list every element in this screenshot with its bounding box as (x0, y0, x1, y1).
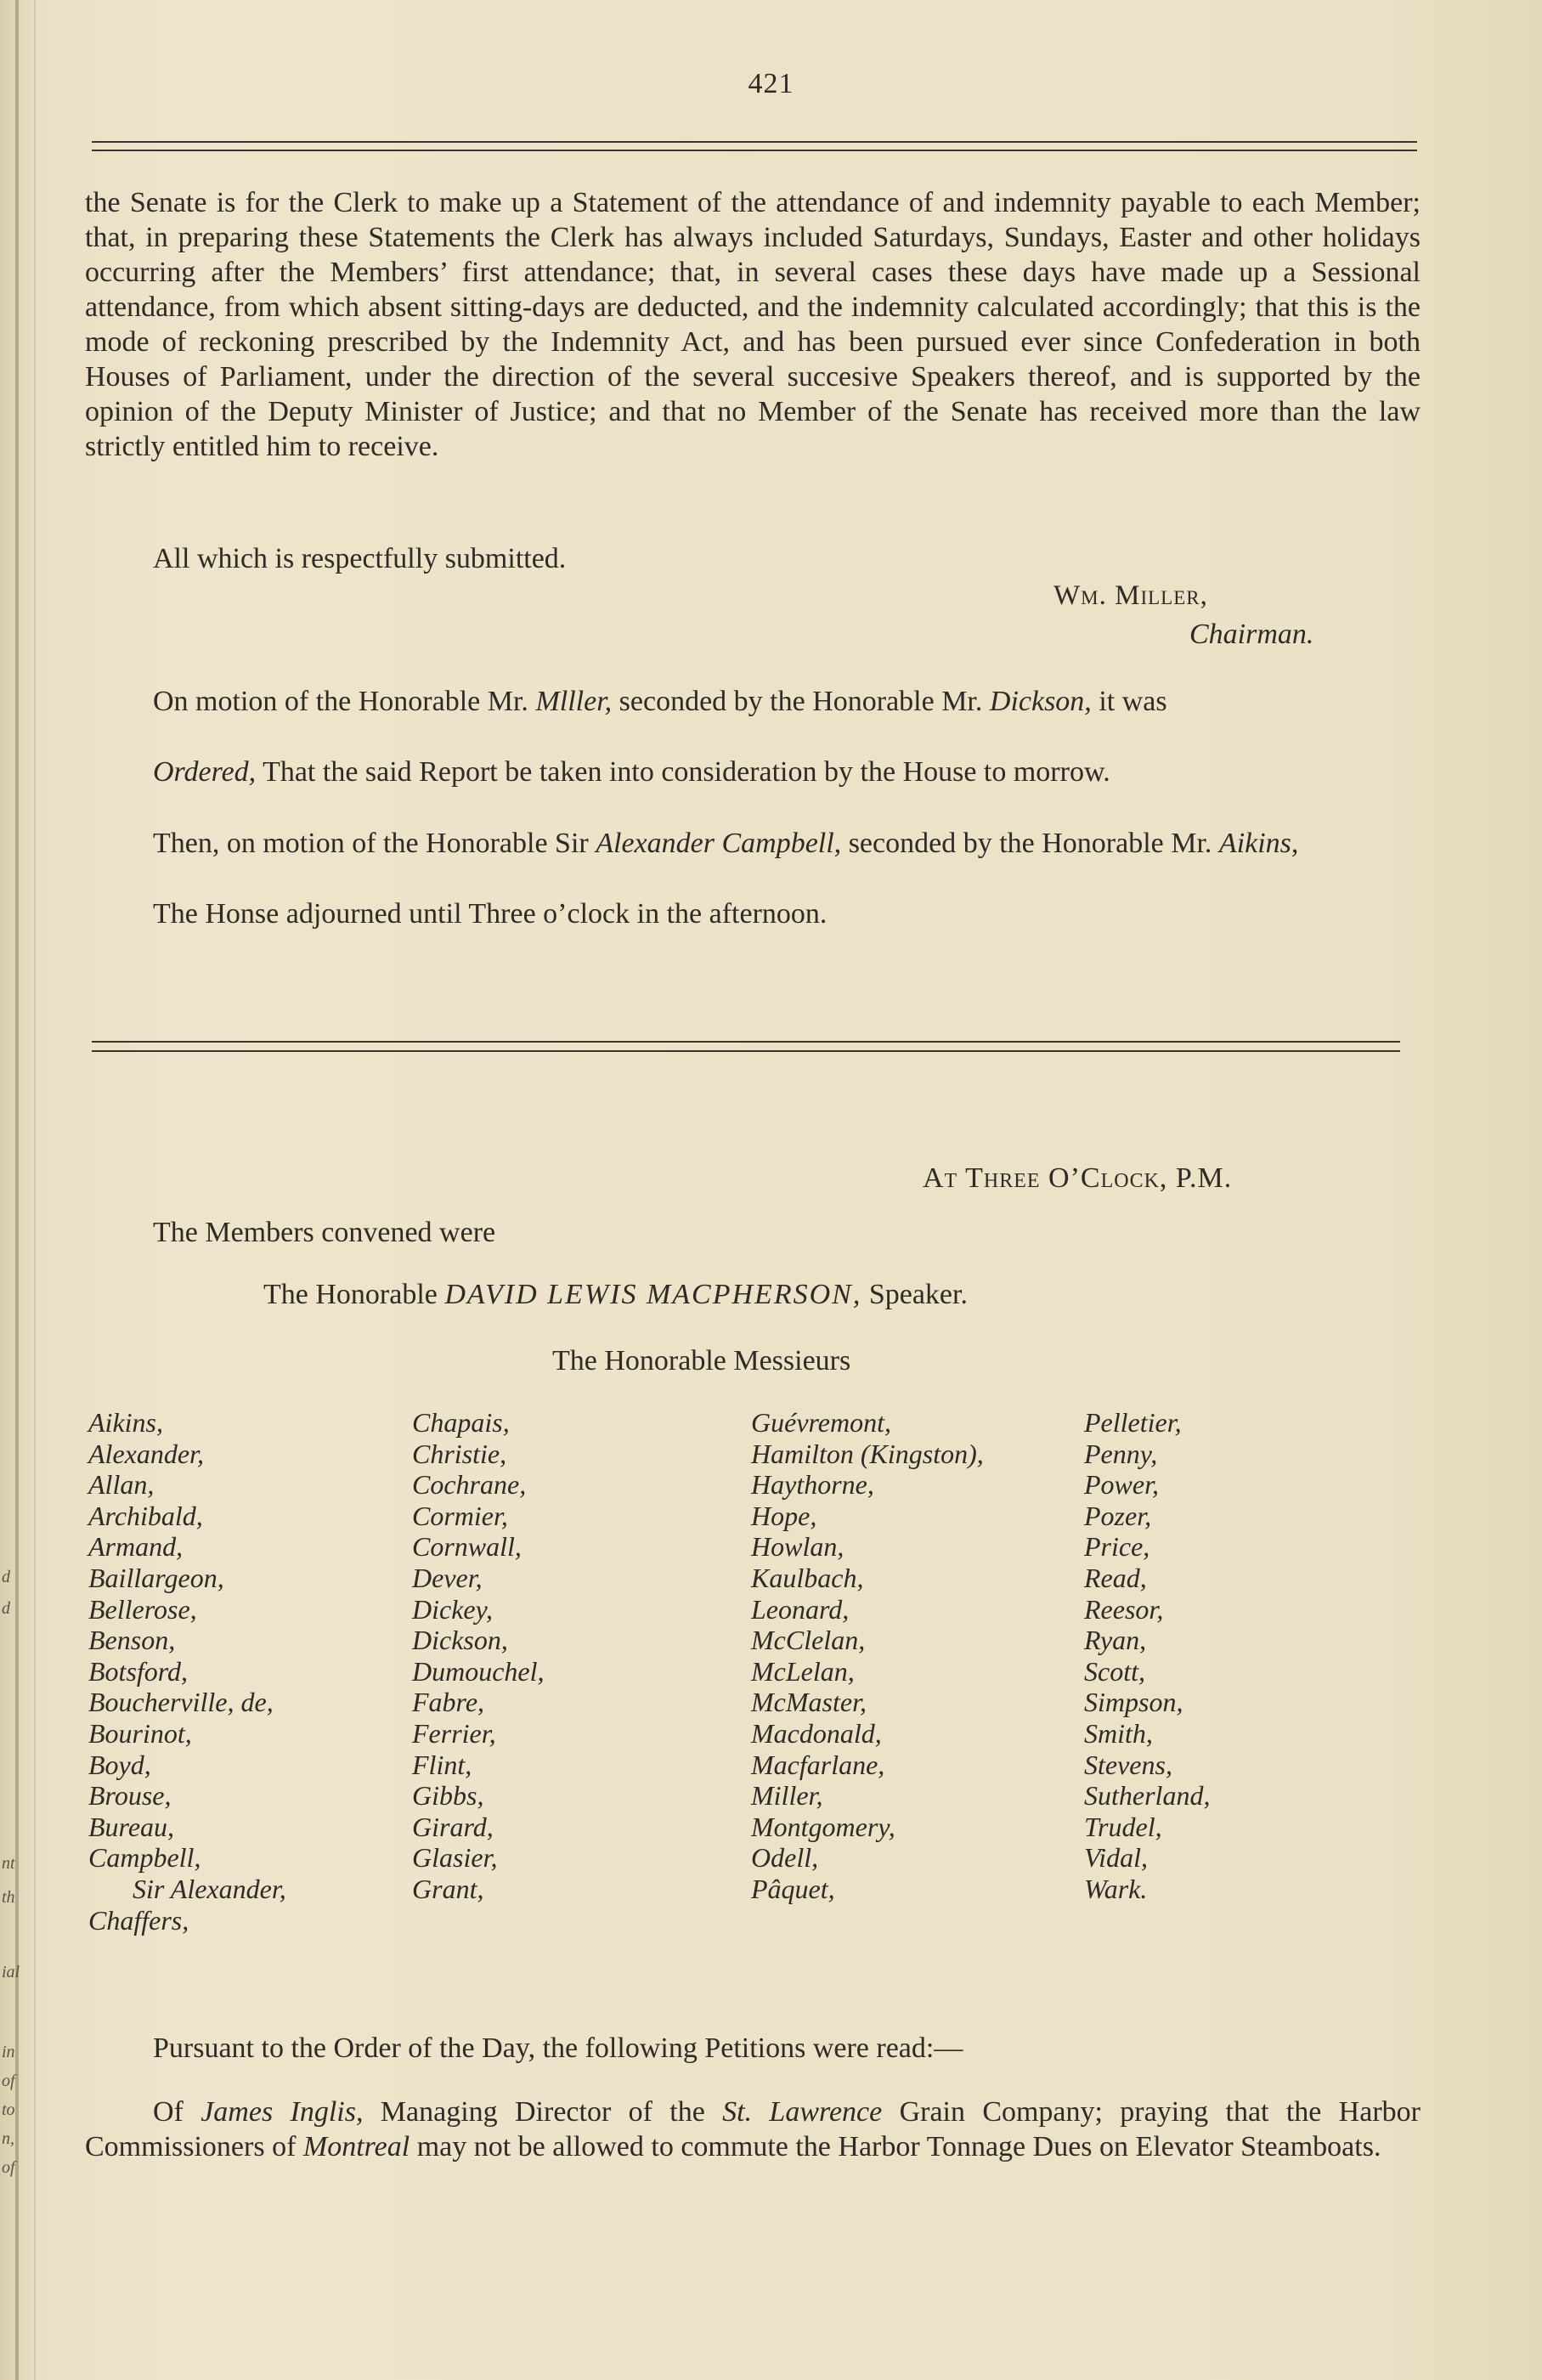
petition-entry (85, 2095, 1421, 2164)
member-name: Boyd, (88, 1749, 151, 1780)
member-name: Bellerose, (88, 1593, 197, 1625)
member-name: Bourinot, (88, 1717, 192, 1749)
motion-adjourn (85, 826, 1421, 861)
member-name: Cornwall, (412, 1531, 522, 1563)
ordered-label: Ordered, (153, 756, 257, 788)
member-name: Haythorne, (751, 1469, 874, 1501)
motion-text: On motion of the Honorable Mr. (153, 686, 536, 717)
member-name: Armand, (88, 1531, 184, 1563)
member-name: Girard, (412, 1811, 494, 1842)
member-name: Chapais, (412, 1407, 510, 1438)
members-column-4 (1084, 1407, 1210, 1905)
member-name: Glasier, (412, 1842, 498, 1874)
members-column-3 (751, 1407, 984, 1905)
member-name: Ryan, (1084, 1625, 1147, 1656)
member-name: Odell, (751, 1842, 819, 1874)
member-name: Read, (1084, 1562, 1147, 1593)
member-name: Reesor, (1084, 1593, 1164, 1625)
motion-seconder: Aikins, (1218, 828, 1299, 859)
member-name: Cormier, (412, 1500, 508, 1531)
member-name: Trudel, (1084, 1811, 1162, 1842)
margin-fragment: in (2, 2043, 15, 2061)
petition-text: Of (153, 2096, 201, 2128)
motion-report (85, 684, 1421, 719)
top-rule-upper (92, 141, 1417, 143)
margin-fragment: ial (2, 1963, 20, 1981)
member-name: Ferrier, (412, 1717, 496, 1749)
margin-fragment: d (2, 1568, 10, 1586)
member-name: McClelan, (751, 1625, 866, 1656)
report-body: the Senate is for the Clerk to make up a Statement of the attendance of and indemnity payable to each Member; that, in preparing these Statements the Clerk has always included Saturdays, Sundays, Easter and other holidays occurring after the Members’ first attendance; that, in several cases these days have made up a Sessional attendance, from which absent sitting-days are deducted, and the indemnity calculated accordingly; that this is the mode of reckoning prescribed by the Indemnity Act, and has been pursued ever since Confederation in both Houses of Parliament, under the direction of the several succesive Speakers thereof, and is supported by the opinion of the Deputy Minister of Justice; and that no Member of the Senate has received more than the law strictly entitled him to receive. (85, 187, 1421, 462)
member-name: Montgomery, (751, 1811, 895, 1842)
member-name: Grant, (412, 1873, 484, 1904)
member-name: Fabre, (412, 1687, 485, 1718)
member-name: Aikins, (88, 1407, 163, 1438)
member-name: Allan, (88, 1469, 155, 1501)
messieurs-heading: The Honorable Messieurs (552, 1345, 851, 1377)
member-name: Hope, (751, 1500, 817, 1531)
page-number: 421 (748, 68, 794, 99)
member-name: Pelletier, (1084, 1407, 1182, 1438)
member-name: Dumouchel, (412, 1655, 545, 1687)
motion-text: seconded by the Honorable Mr. (841, 828, 1219, 859)
member-name: Christie, (412, 1438, 507, 1469)
member-name: Leonard, (751, 1593, 850, 1625)
top-rule-lower (92, 150, 1417, 151)
member-name: Gibbs, (412, 1780, 484, 1812)
member-name: Power, (1084, 1469, 1159, 1501)
member-name: Penny, (1084, 1438, 1158, 1469)
member-name: Macfarlane, (751, 1749, 885, 1780)
member-name: Smith, (1084, 1717, 1153, 1749)
section-rule-lower (92, 1050, 1400, 1052)
petitioner-name: James Inglis, (201, 2096, 364, 2128)
petition-text: Grain Company; praying that the Harbor Commissioners of (85, 2096, 1421, 2162)
member-name: Miller, (751, 1780, 823, 1812)
member-name: Bureau, (88, 1811, 175, 1842)
members-column-2 (412, 1407, 545, 1905)
motion-seconder: Dickson, (989, 686, 1092, 717)
member-name: Cochrane, (412, 1469, 527, 1501)
petitions-intro: Pursuant to the Order of the Day, the following Petitions were read:— (153, 2032, 963, 2064)
speaker-name: DAVID LEWIS MACPHERSON, (444, 1279, 862, 1310)
section-rule-upper (92, 1041, 1400, 1043)
margin-fragment: nt (2, 1854, 15, 1873)
signer-name: Wm. Miller, (1053, 580, 1208, 611)
motion-mover: Alexander Campbell, (596, 828, 842, 859)
member-name: Price, (1084, 1531, 1150, 1563)
member-name: Botsford, (88, 1655, 189, 1687)
report-closing: All which is respectfully submitted. (153, 543, 567, 574)
member-name: Hamilton (Kingston), (751, 1438, 984, 1469)
ordered-text: That the said Report be taken into consideration by the House to morrow. (256, 756, 1110, 788)
member-name: Simpson, (1084, 1687, 1183, 1718)
members-column-1 (88, 1407, 286, 1936)
margin-fragment: d (2, 1599, 10, 1618)
adjournment-line: The Honse adjourned until Three o’clock in the afternoon. (153, 898, 827, 930)
speaker-prefix: The Honorable (263, 1279, 445, 1310)
member-name: Benson, (88, 1625, 176, 1656)
city-name: Montreal (302, 2131, 410, 2162)
margin-fragment: of (2, 2072, 15, 2090)
speaker-suffix: Speaker. (861, 1279, 968, 1310)
member-name: Sir Alexander, (133, 1873, 286, 1904)
member-name: Guévremont, (751, 1407, 891, 1438)
member-name: Dickson, (412, 1625, 508, 1656)
motion-text: Then, on motion of the Honorable Sir (153, 828, 596, 859)
signer-title: Chairman. (1189, 619, 1314, 650)
member-name: Alexander, (88, 1438, 204, 1469)
member-name: Howlan, (751, 1531, 844, 1563)
margin-fragment: th (2, 1888, 15, 1907)
member-name: Vidal, (1084, 1842, 1148, 1874)
member-name: Kaulbach, (751, 1562, 864, 1593)
company-name: St. Lawrence (722, 2096, 883, 2128)
member-name: Scott, (1084, 1655, 1145, 1687)
member-name: Pozer, (1084, 1500, 1152, 1531)
member-name: Macdonald, (751, 1717, 882, 1749)
member-name: Stevens, (1084, 1749, 1172, 1780)
petition-text: Managing Director of the (363, 2096, 723, 2128)
motion-text: it was (1091, 686, 1167, 717)
member-name: Flint, (412, 1749, 472, 1780)
petition-text: may not be allowed to commute the Harbor Tonnage Dues on Elevator Steamboats. (410, 2131, 1381, 2162)
binding-edge (15, 0, 19, 2380)
member-name: McLelan, (751, 1655, 855, 1687)
binding-edge-inner (34, 0, 36, 2380)
sitting-heading: At Three O’Clock, P.M. (923, 1162, 1233, 1194)
member-name: McMaster, (751, 1687, 867, 1718)
motion-mover: Mlller, (535, 686, 613, 717)
member-name: Pâquet, (751, 1873, 835, 1904)
margin-fragment: of (2, 2158, 15, 2177)
motion-text: seconded by the Honorable Mr. (612, 686, 990, 717)
member-name: Sutherland, (1084, 1780, 1211, 1812)
margin-fragment: to (2, 2100, 15, 2119)
member-name: Archibald, (88, 1500, 203, 1531)
member-name: Boucherville, de, (88, 1687, 274, 1718)
speaker-line (263, 1279, 968, 1311)
member-name: Campbell, (88, 1842, 201, 1874)
member-name: Brouse, (88, 1780, 172, 1812)
members-convened: The Members convened were (153, 1217, 496, 1248)
member-name: Wark. (1084, 1873, 1148, 1904)
member-name: Baillargeon, (88, 1562, 224, 1593)
member-name: Dever, (412, 1562, 483, 1593)
margin-fragment: n, (2, 2129, 14, 2148)
member-name: Dickey, (412, 1593, 494, 1625)
member-name: Chaffers, (88, 1904, 189, 1936)
ordered-paragraph (85, 755, 1421, 789)
